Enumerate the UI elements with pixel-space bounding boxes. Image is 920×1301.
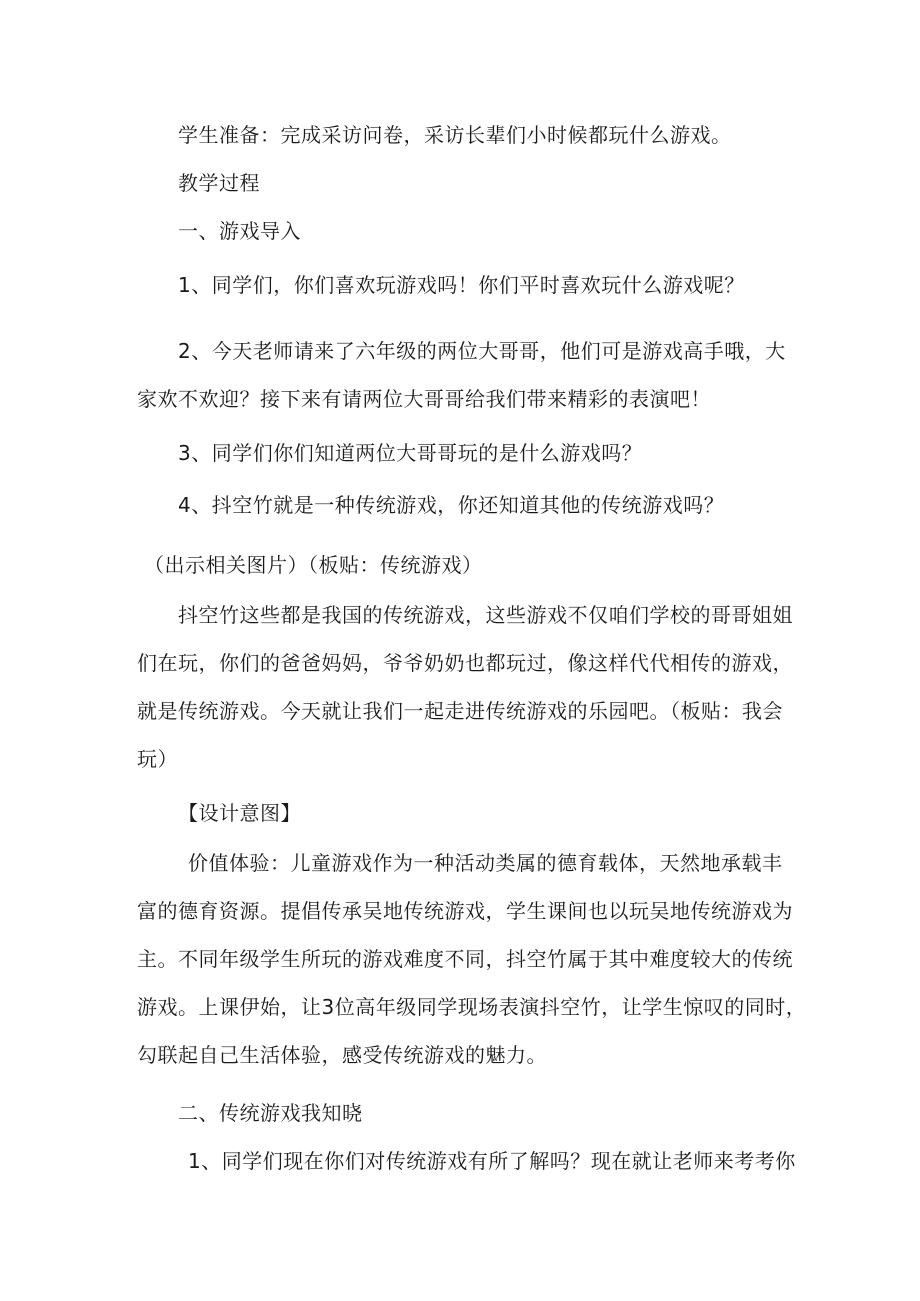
text-line-question-2-cont: 家欢不欢迎？接下来有请两位大哥哥给我们带来精彩的表演吧！ <box>137 387 711 411</box>
text-line-question-3: 3、同学们你们知道两位大哥哥玩的是什么游戏吗？ <box>178 441 643 465</box>
heading-design-intent: 【设计意图】 <box>178 801 301 825</box>
heading-game-intro: 一、游戏导入 <box>178 219 301 243</box>
text-line-question-4: 4、抖空竹就是一种传统游戏，你还知道其他的传统游戏吗？ <box>178 493 725 517</box>
text-line-section2-question-1: 1、同学们现在你们对传统游戏有所了解吗？现在就让老师来考考你 <box>188 1149 796 1173</box>
text-line-question-1: 1、同学们，你们喜欢玩游戏吗！你们平时喜欢玩什么游戏呢？ <box>178 273 745 297</box>
design-line-2: 富的德育资源。提倡传承吴地传统游戏，学生课间也以玩吴地传统游戏为 <box>137 899 793 923</box>
text-line-question-2: 2、今天老师请来了六年级的两位大哥哥，他们可是游戏高手哦，大 <box>178 339 786 363</box>
paragraph-line-1: 抖空竹这些都是我国的传统游戏，这些游戏不仅咱们学校的哥哥姐姐 <box>178 603 793 627</box>
text-line-student-preparation: 学生准备：完成采访问卷，采访长辈们小时候都玩什么游戏。 <box>178 123 732 147</box>
design-line-3: 主。不同年级学生所玩的游戏难度不同，抖空竹属于其中难度较大的传统 <box>137 947 793 971</box>
design-line-1: 价值体验：儿童游戏作为一种活动类属的德育载体，天然地承载丰 <box>188 851 783 875</box>
design-line-5: 勾联起自己生活体验，感受传统游戏的魅力。 <box>137 1043 547 1067</box>
text-line-teaching-process: 教学过程 <box>178 171 260 195</box>
paragraph-line-2: 们在玩，你们的爸爸妈妈，爷爷奶奶也都玩过，像这样代代相传的游戏， <box>137 651 793 675</box>
design-line-4: 游戏。上课伊始，让3位高年级同学现场表演抖空竹，让学生惊叹的同时， <box>137 995 807 1019</box>
paragraph-line-4: 玩） <box>137 747 178 771</box>
heading-traditional-games: 二、传统游戏我知晓 <box>178 1101 363 1125</box>
paragraph-line-3: 就是传统游戏。今天就让我们一起走进传统游戏的乐园吧。（板贴：我会 <box>137 699 783 723</box>
text-line-board-note: （出示相关图片）（板贴：传统游戏） <box>144 553 483 577</box>
